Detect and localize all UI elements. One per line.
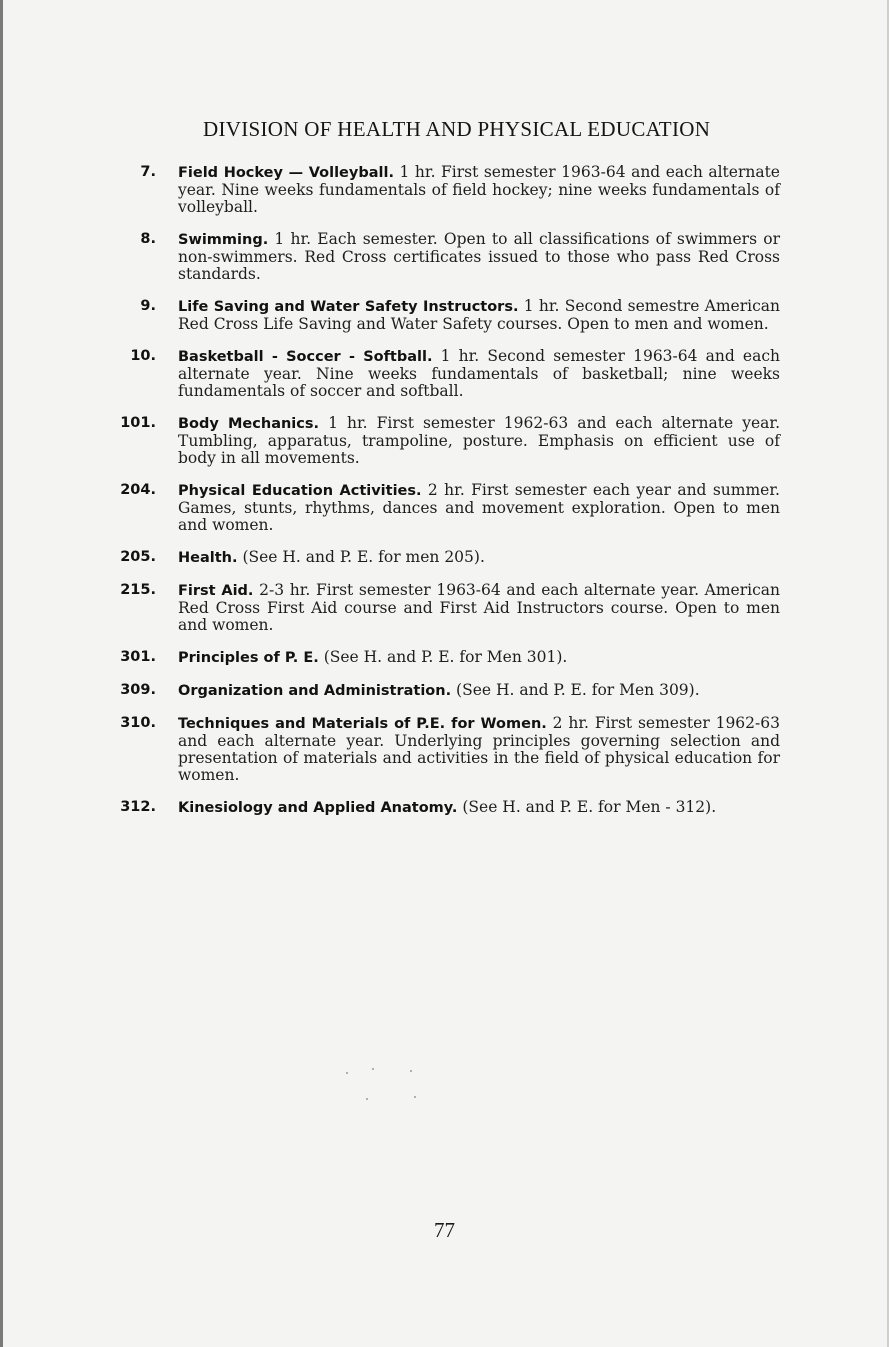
course-entry	[118, 164, 780, 216]
course-title: Techniques and Materials of P.E. for Women.	[178, 716, 547, 732]
course-entry	[118, 682, 780, 700]
scan-speck	[366, 1098, 368, 1100]
course-text: (See H. and P. E. for Men 309).	[456, 681, 700, 699]
course-title: Organization and Administration.	[178, 683, 452, 699]
course-description	[178, 549, 780, 567]
course-description	[178, 348, 780, 400]
course-description	[178, 415, 780, 467]
scan-speck	[372, 1068, 374, 1070]
course-number: 205.	[120, 549, 156, 565]
course-description	[178, 231, 780, 283]
page-number: 77	[434, 1218, 455, 1242]
course-text: 1 hr. Each semester. Open to all classifications of swimmers or non-swimmers. Red Cross certificates issued to those who pass Red Cross standards.	[178, 230, 780, 283]
course-description	[178, 799, 780, 817]
course-description	[178, 482, 780, 534]
course-number: 10.	[130, 348, 156, 364]
course-entry	[118, 415, 780, 467]
course-text: 1 hr. First semester 1962-63 and each alternate year. Tumbling, apparatus, trampoline, posture. Emphasis on efficient use of body in all movements.	[178, 414, 781, 467]
course-entry	[118, 715, 780, 784]
course-number: 310.	[120, 715, 156, 731]
scan-speck	[410, 1070, 412, 1072]
scan-speck	[346, 1072, 348, 1074]
course-title: Life Saving and Water Safety Instructors.	[178, 299, 519, 315]
course-number: 204.	[120, 482, 156, 498]
course-entry	[118, 348, 780, 400]
course-entry	[118, 482, 780, 534]
course-entry	[118, 799, 780, 817]
course-number: 7.	[140, 164, 156, 180]
course-description	[178, 164, 780, 216]
course-text: 2-3 hr. First semester 1963-64 and each alternate year. American Red Cross First Aid course and First Aid Instructors course. Open to men and women.	[178, 581, 780, 634]
course-description	[178, 298, 780, 333]
course-text: (See H. and P. E. for Men - 312).	[462, 798, 717, 816]
course-text: 1 hr. First semester 1963-64 and each alternate year. Nine weeks fundamentals of field hockey; nine weeks fundamentals of volleyball.	[178, 163, 780, 216]
course-entry	[118, 231, 780, 283]
course-title: First Aid.	[178, 583, 254, 599]
course-number: 8.	[140, 231, 156, 247]
course-text: 1 hr. Second semester 1963-64 and each alternate year. Nine weeks fundamentals of basketball; nine weeks fundamentals of soccer and softball.	[178, 347, 780, 400]
course-title: Basketball - Soccer - Softball.	[178, 349, 433, 365]
scan-speck	[414, 1096, 416, 1098]
course-description	[178, 582, 780, 634]
course-number: 101.	[120, 415, 156, 431]
course-title: Health.	[178, 550, 238, 566]
course-title: Physical Education Activities.	[178, 483, 422, 499]
course-list	[118, 164, 780, 832]
course-number: 309.	[120, 682, 156, 698]
course-title: Swimming.	[178, 232, 269, 248]
course-text: 2 hr. First semester 1962-63 and each alternate year. Underlying principles governing selection and presentation of materials and activities in the field of physical education for women.	[178, 714, 780, 784]
course-description	[178, 649, 780, 667]
scan-edge-left	[0, 0, 3, 1347]
course-title: Field Hockey — Volleyball.	[178, 165, 394, 181]
course-number: 215.	[120, 582, 156, 598]
course-description	[178, 682, 780, 700]
course-number: 9.	[140, 298, 156, 314]
course-number: 301.	[120, 649, 156, 665]
course-text: (See H. and P. E. for men 205).	[242, 548, 485, 566]
course-title: Body Mechanics.	[178, 416, 320, 432]
course-entry	[118, 549, 780, 567]
course-description	[178, 715, 780, 784]
course-text: 2 hr. First semester each year and summer. Games, stunts, rhythms, dances and movement exploration. Open to men and women.	[178, 481, 780, 534]
course-text: (See H. and P. E. for Men 301).	[323, 648, 568, 666]
running-head: DIVISION OF HEALTH AND PHYSICAL EDUCATION	[203, 117, 711, 141]
course-number: 312.	[120, 799, 156, 815]
course-entry	[118, 582, 780, 634]
course-entry	[118, 298, 780, 333]
course-title: Principles of P. E.	[178, 650, 319, 666]
course-title: Kinesiology and Applied Anatomy.	[178, 800, 458, 816]
course-text: 1 hr. Second semestre American Red Cross Life Saving and Water Safety courses. Open to men and women.	[178, 297, 780, 333]
course-entry	[118, 649, 780, 667]
